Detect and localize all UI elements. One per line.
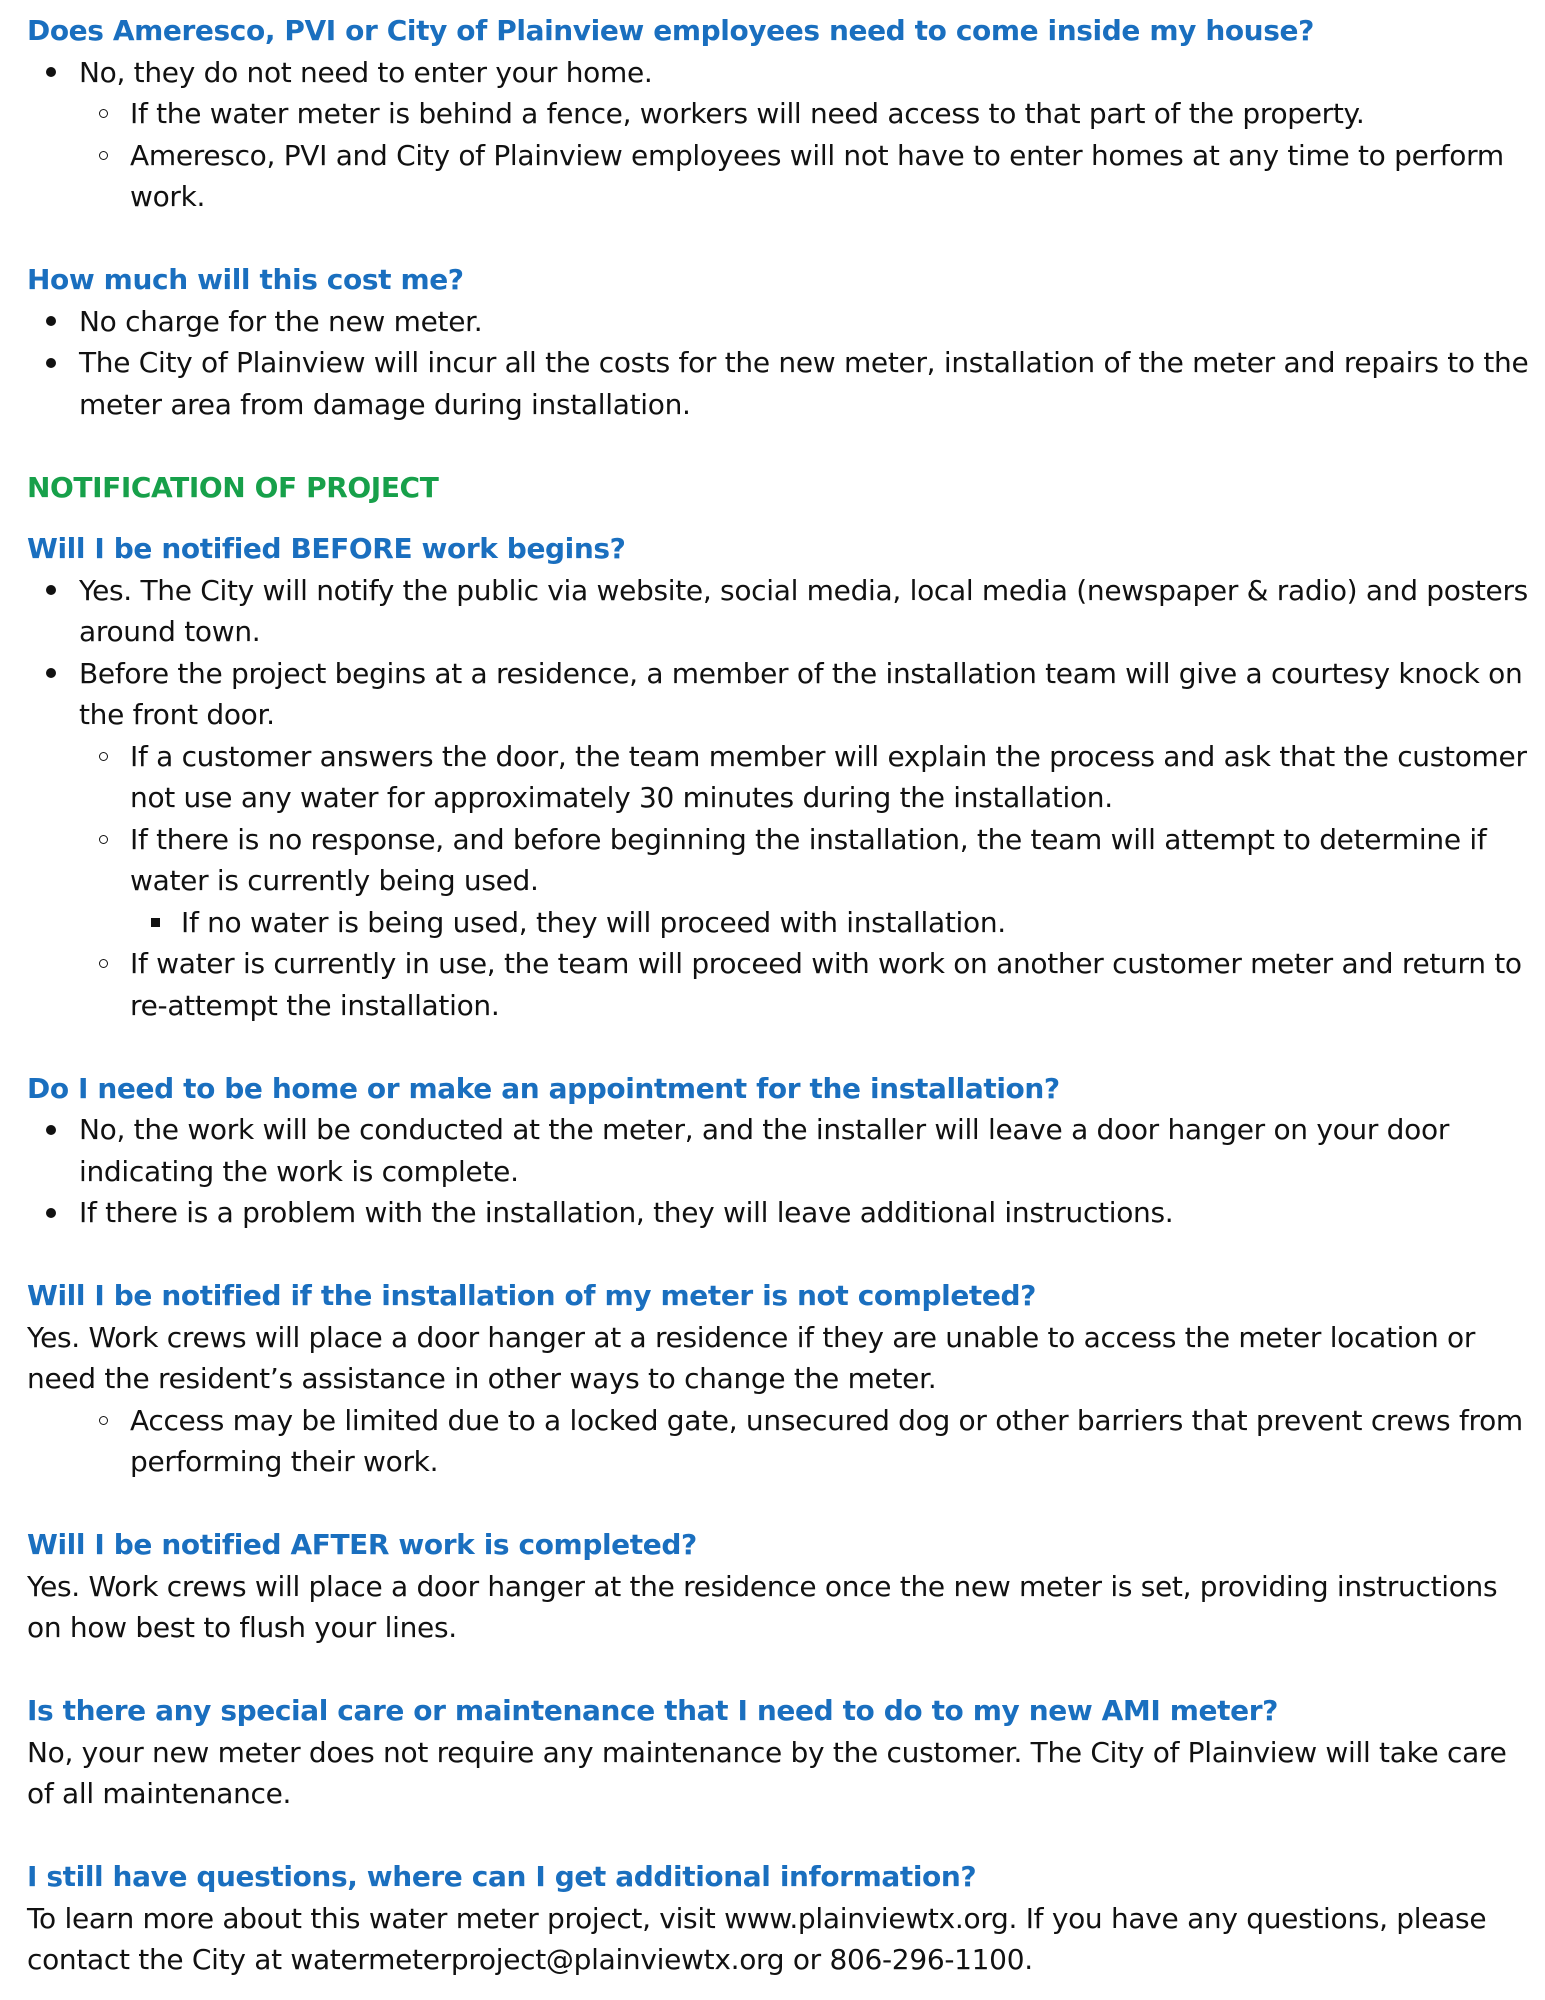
bullet-dot-icon (46, 1109, 56, 1151)
list-item: No, they do not need to enter your home. (27, 52, 1539, 94)
faq-cost (27, 259, 1545, 425)
bullet-circle-icon (99, 135, 108, 177)
bullet-dot-icon (46, 1192, 56, 1234)
list-item: No charge for the new meter. (27, 301, 1539, 343)
answer-text: No, your new meter does not require any maintenance by the customer. The City of Plainview will take care of all maintenance. (27, 1735, 1507, 1810)
answer-list (27, 570, 1545, 1027)
list-item: Ameresco, PVI and City of Plainview employees will not have to enter homes at any time to perform work. (27, 135, 1540, 218)
bullet-circle-icon (99, 819, 108, 861)
bullet-circle-icon (99, 1400, 108, 1442)
bullet-circle-icon (99, 736, 108, 778)
answer-list (27, 301, 1545, 426)
bullet-circle-icon (99, 93, 108, 135)
answer-list (27, 1400, 1545, 1483)
question-heading: How much will this cost me? (27, 263, 464, 296)
list-item: No, the work will be conducted at the meter, and the installer will leave a door hanger on your door indicating the work is complete. (27, 1109, 1539, 1192)
bullet-dot-icon (46, 653, 56, 695)
bullet-dot-icon (46, 301, 56, 343)
faq-maintenance (27, 1690, 1545, 1815)
list-item: If no water is being used, they will proceed with installation. (27, 902, 1531, 944)
bullet-square-icon (151, 902, 160, 944)
question-heading: Will I be notified AFTER work is completed? (27, 1528, 697, 1561)
list-item: If a customer answers the door, the team member will explain the process and ask that the customer not use any water for approximately 30 minutes during the installation. (27, 736, 1540, 819)
list-item: Yes. The City will notify the public via website, social media, local media (newspaper & radio) and posters around town. (27, 570, 1539, 653)
question-heading: Do I need to be home or make an appointment for the installation? (27, 1071, 1060, 1105)
faq-appointment (27, 1068, 1545, 1234)
list-item: If there is no response, and before beginning the installation, the team will attempt to determine if water is currently being used. (27, 819, 1540, 902)
bullet-dot-icon (46, 342, 56, 384)
question-heading: Does Ameresco, PVI or City of Plainview employees need to come inside my house? (27, 14, 1314, 47)
bullet-circle-icon (99, 943, 108, 985)
list-item: If there is a problem with the installation, they will leave additional instructions. (27, 1192, 1539, 1234)
list-item: The City of Plainview will incur all the costs for the new meter, installation of the meter and repairs to the meter area from damage during installation. (27, 342, 1539, 425)
question-heading: Will I be notified BEFORE work begins? (27, 532, 626, 565)
faq-not-completed (27, 1275, 1545, 1483)
list-item: If water is currently in use, the team will proceed with work on another customer meter and return to re-attempt the installation. (27, 943, 1540, 1026)
answer-list (27, 52, 1545, 218)
faq-notified-after (27, 1524, 1545, 1649)
bullet-dot-icon (46, 52, 56, 94)
bullet-dot-icon (46, 570, 56, 612)
faq-more-info (27, 1856, 1545, 1981)
question-heading: Will I be notified if the installation of my meter is not completed? (27, 1279, 1036, 1312)
list-item: If the water meter is behind a fence, workers will need access to that part of the property. (27, 93, 1540, 135)
answer-list (27, 1109, 1545, 1234)
answer-text: Yes. Work crews will place a door hanger at a residence if they are unable to access the meter location or need the resident’s assistance in other ways to change the meter. (27, 1320, 1476, 1395)
question-heading: Is there any special care or maintenance that I need to do to my new AMI meter? (27, 1694, 1278, 1727)
list-item: Access may be limited due to a locked gate, unsecured dog or other barriers that prevent crews from performing their work. (27, 1400, 1540, 1483)
faq-notified-before (27, 528, 1545, 1026)
answer-text: To learn more about this water meter project, visit www.plainviewtx.org. If you have any questions, please contact the City at watermeterproject@plainviewtx.org or 806-296-1100. (27, 1901, 1487, 1976)
section-heading: NOTIFICATION OF PROJECT (27, 470, 439, 504)
answer-text: Yes. Work crews will place a door hanger at the residence once the new meter is set, providing instructions on how best to flush your lines. (27, 1569, 1498, 1644)
list-item: Before the project begins at a residence, a member of the installation team will give a courtesy knock on the front door. (27, 653, 1539, 736)
faq-ameresco-access (27, 10, 1545, 218)
question-heading: I still have questions, where can I get additional information? (27, 1860, 977, 1893)
